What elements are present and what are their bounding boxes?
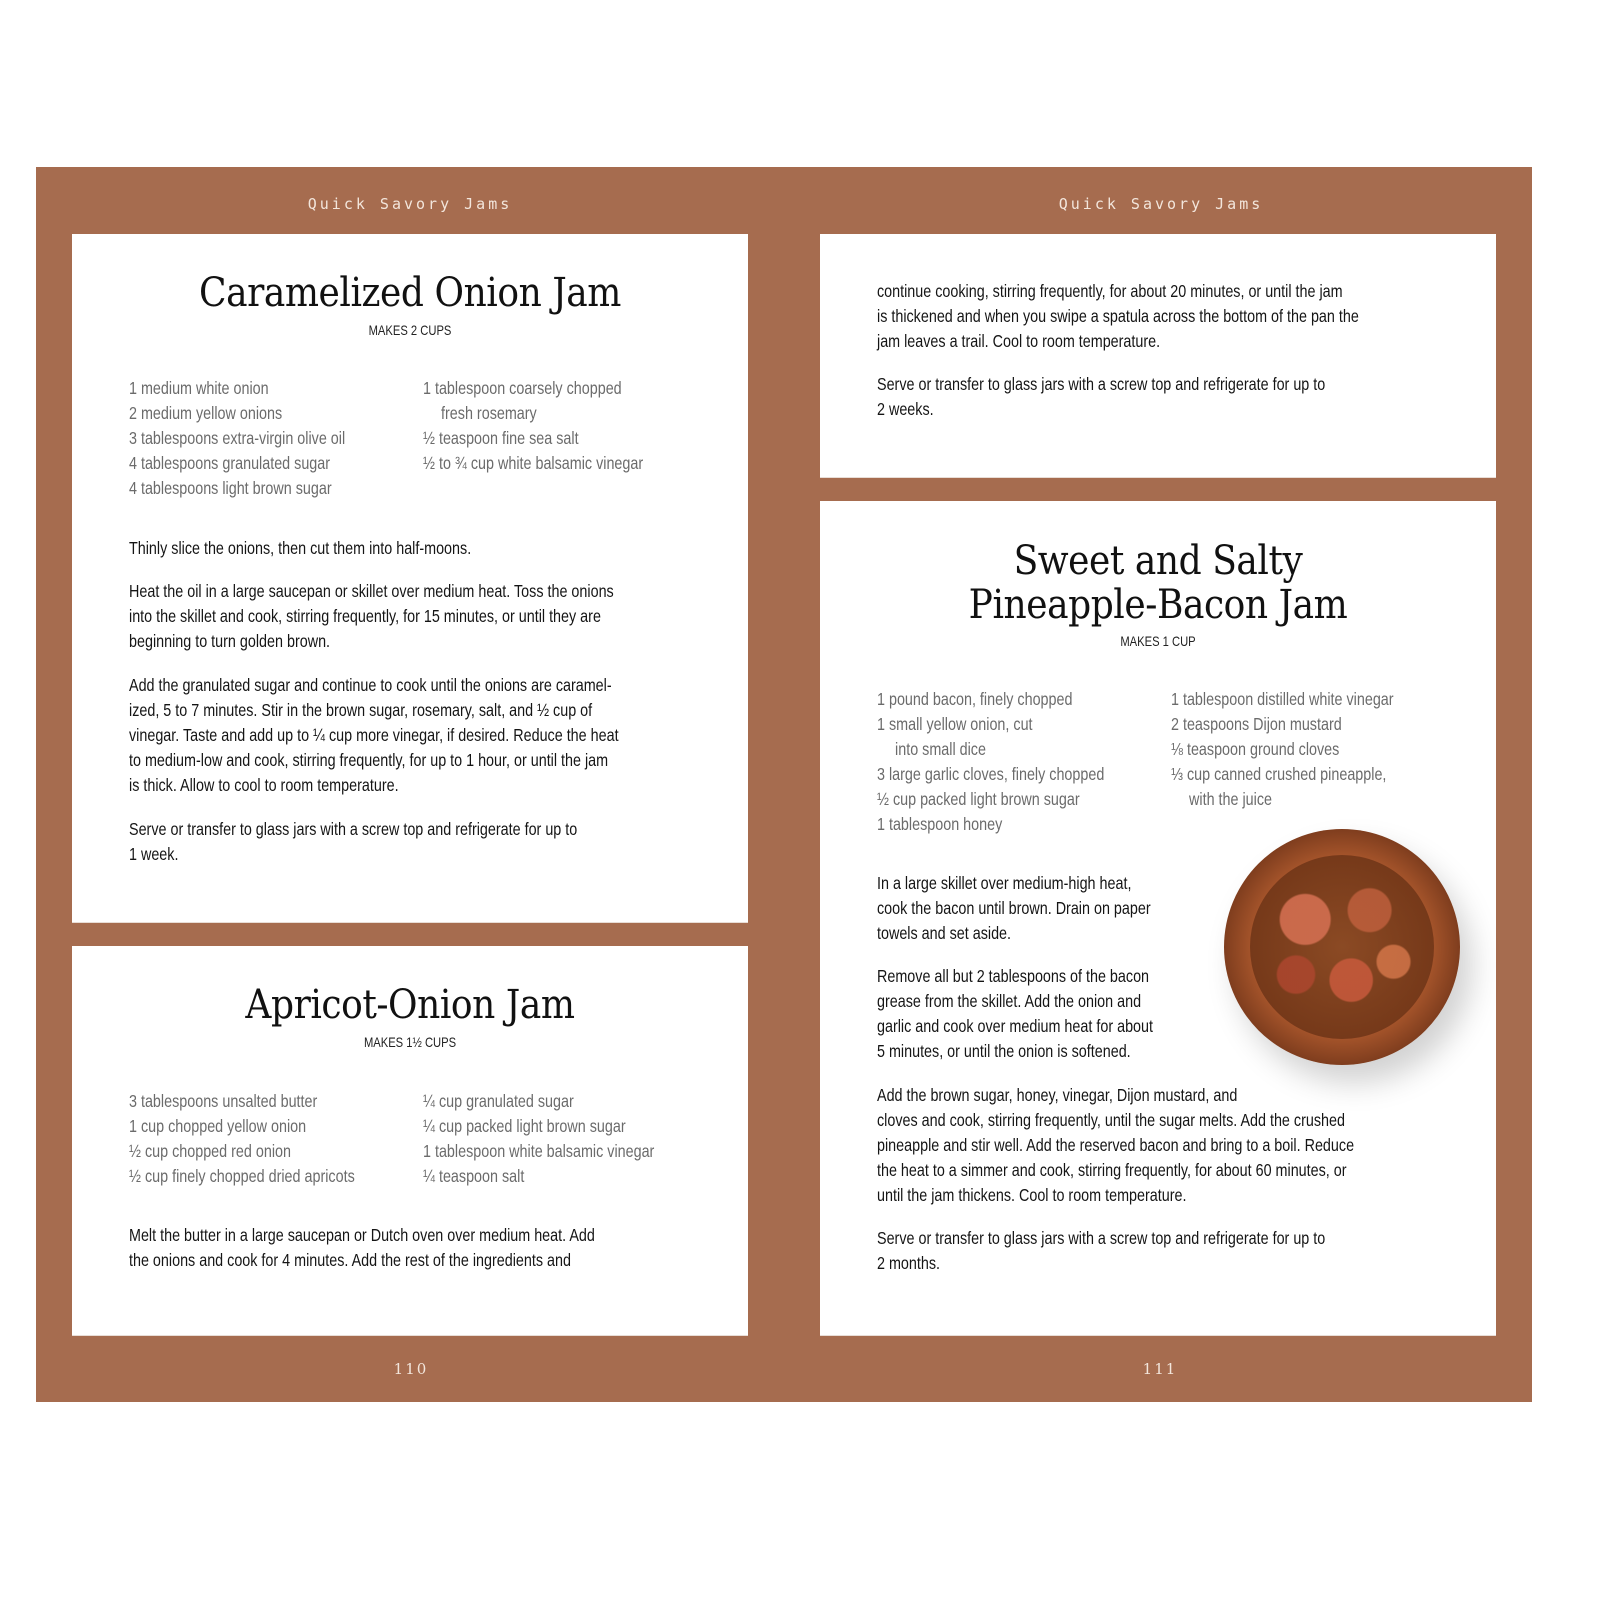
ingredient: ¼ cup granulated sugar — [423, 1091, 574, 1111]
ingredient: 1 pound bacon, finely chopped — [877, 689, 1073, 709]
ingredient-list — [877, 687, 1442, 837]
ingredient: 1 cup chopped yellow onion — [129, 1116, 307, 1136]
method-step: Serve or transfer to glass jars with a screw top and refrigerate for up to 1 week. — [129, 819, 578, 864]
recipe-card-apricot-continued — [820, 234, 1496, 477]
ingredient: with the juice — [1189, 789, 1273, 809]
recipe-card-caramelized-onion — [72, 234, 748, 922]
method-step: Melt the butter in a large saucepan or Dutch oven over medium heat. Add the onions and cook for 4 minutes. Add the rest of the ingredients and — [129, 1225, 595, 1270]
ingredient: ¼ cup packed light brown sugar — [423, 1116, 626, 1136]
recipe-title: Caramelized Onion Jam — [198, 270, 622, 316]
ingredient: ½ teaspoon fine sea salt — [423, 428, 579, 448]
ingredient: 1 small yellow onion, cut — [877, 714, 1033, 734]
recipe-card-apricot-onion — [72, 946, 748, 1335]
ingredient: into small dice — [895, 739, 986, 759]
method-step: Add the brown sugar, honey, vinegar, Dijon mustard, and cloves and cook, stirring frequently, until the sugar melts. Add the crushed pineapple and stir well. Add the reserved bacon and bring to a boil. Reduce the heat to a simmer and cook, stirring frequently, for about 60 minutes, or until the jam thickens. Cool to room temperature. — [877, 1085, 1355, 1205]
recipe-yield: MAKES 2 CUPS — [368, 322, 452, 338]
page-number-left: 110 — [393, 1360, 429, 1378]
ingredient: ¼ teaspoon salt — [423, 1166, 525, 1186]
recipe-yield: MAKES 1 CUP — [1120, 633, 1196, 649]
running-head-left: Quick Savory Jams — [307, 195, 513, 213]
ingredient: fresh rosemary — [441, 403, 537, 423]
ingredient: ⅓ cup canned crushed pineapple, — [1171, 764, 1387, 784]
method-step: Add the granulated sugar and continue to cook until the onions are caramel- ized, 5 to 7 minutes. Stir in the brown sugar, rosemary, salt, and ½ cup of vinegar. Taste and add up to ¼ cup more vinegar, if desired. Reduce the heat to medium-low and cook, stirring frequently, for up to 1 hour, or until the jam is thick. Allow to cool to room temperature. — [129, 675, 619, 795]
ingredient: ½ to ¾ cup white balsamic vinegar — [423, 453, 644, 473]
ingredient: 4 tablespoons light brown sugar — [129, 478, 332, 498]
ingredient: 1 medium white onion — [129, 378, 269, 398]
ingredient: ⅛ teaspoon ground cloves — [1171, 739, 1340, 759]
method-step: Thinly slice the onions, then cut them into half-moons. — [129, 538, 472, 558]
method-step: continue cooking, stirring frequently, for about 20 minutes, or until the jam is thickened and when you swipe a spatula across the bottom of the pan the jam leaves a trail. Cool to room temperature. — [877, 281, 1359, 351]
running-head-right: Quick Savory Jams — [1058, 195, 1264, 213]
method-step: Heat the oil in a large saucepan or skillet over medium heat. Toss the onions into the skillet and cook, stirring frequently, for 15 minutes, or until they are beginning to turn golden brown. — [129, 581, 614, 651]
recipe-title: Apricot-Onion Jam — [245, 982, 575, 1028]
jam-bowl-photo — [1224, 829, 1460, 1065]
method-step: In a large skillet over medium-high heat, cook the bacon until brown. Drain on paper towels and set aside. — [877, 873, 1151, 943]
ingredient: 1 tablespoon white balsamic vinegar — [423, 1141, 655, 1161]
ingredient: 2 teaspoons Dijon mustard — [1171, 714, 1342, 734]
ingredient: 2 medium yellow onions — [129, 403, 283, 423]
ingredient: 3 large garlic cloves, finely chopped — [877, 764, 1105, 784]
ingredient: 3 tablespoons unsalted butter — [129, 1091, 318, 1111]
ingredient: ½ cup packed light brown sugar — [877, 789, 1080, 809]
page-number-right: 111 — [1142, 1360, 1178, 1378]
ingredient: ½ cup finely chopped dried apricots — [129, 1166, 355, 1186]
ingredient: 1 tablespoon distilled white vinegar — [1171, 689, 1394, 709]
recipe-yield: MAKES 1½ CUPS — [363, 1034, 457, 1050]
ingredient-list — [129, 376, 691, 501]
method-step: Remove all but 2 tablespoons of the bacon grease from the skillet. Add the onion and garlic and cook over medium heat for about 5 minutes, or until the onion is softened. — [877, 966, 1153, 1061]
ingredient: 1 tablespoon coarsely chopped — [423, 378, 622, 398]
recipe-title: Sweet and Salty Pineapple-Bacon Jam — [968, 538, 1348, 628]
method-step: Serve or transfer to glass jars with a screw top and refrigerate for up to 2 weeks. — [877, 374, 1326, 419]
ingredient: 4 tablespoons granulated sugar — [129, 453, 331, 473]
ingredient: ½ cup chopped red onion — [129, 1141, 291, 1161]
ingredient: 3 tablespoons extra-virgin olive oil — [129, 428, 346, 448]
ingredient: 1 tablespoon honey — [877, 814, 1003, 834]
method-step: Serve or transfer to glass jars with a screw top and refrigerate for up to 2 months. — [877, 1228, 1326, 1273]
ingredient-list — [129, 1089, 705, 1189]
